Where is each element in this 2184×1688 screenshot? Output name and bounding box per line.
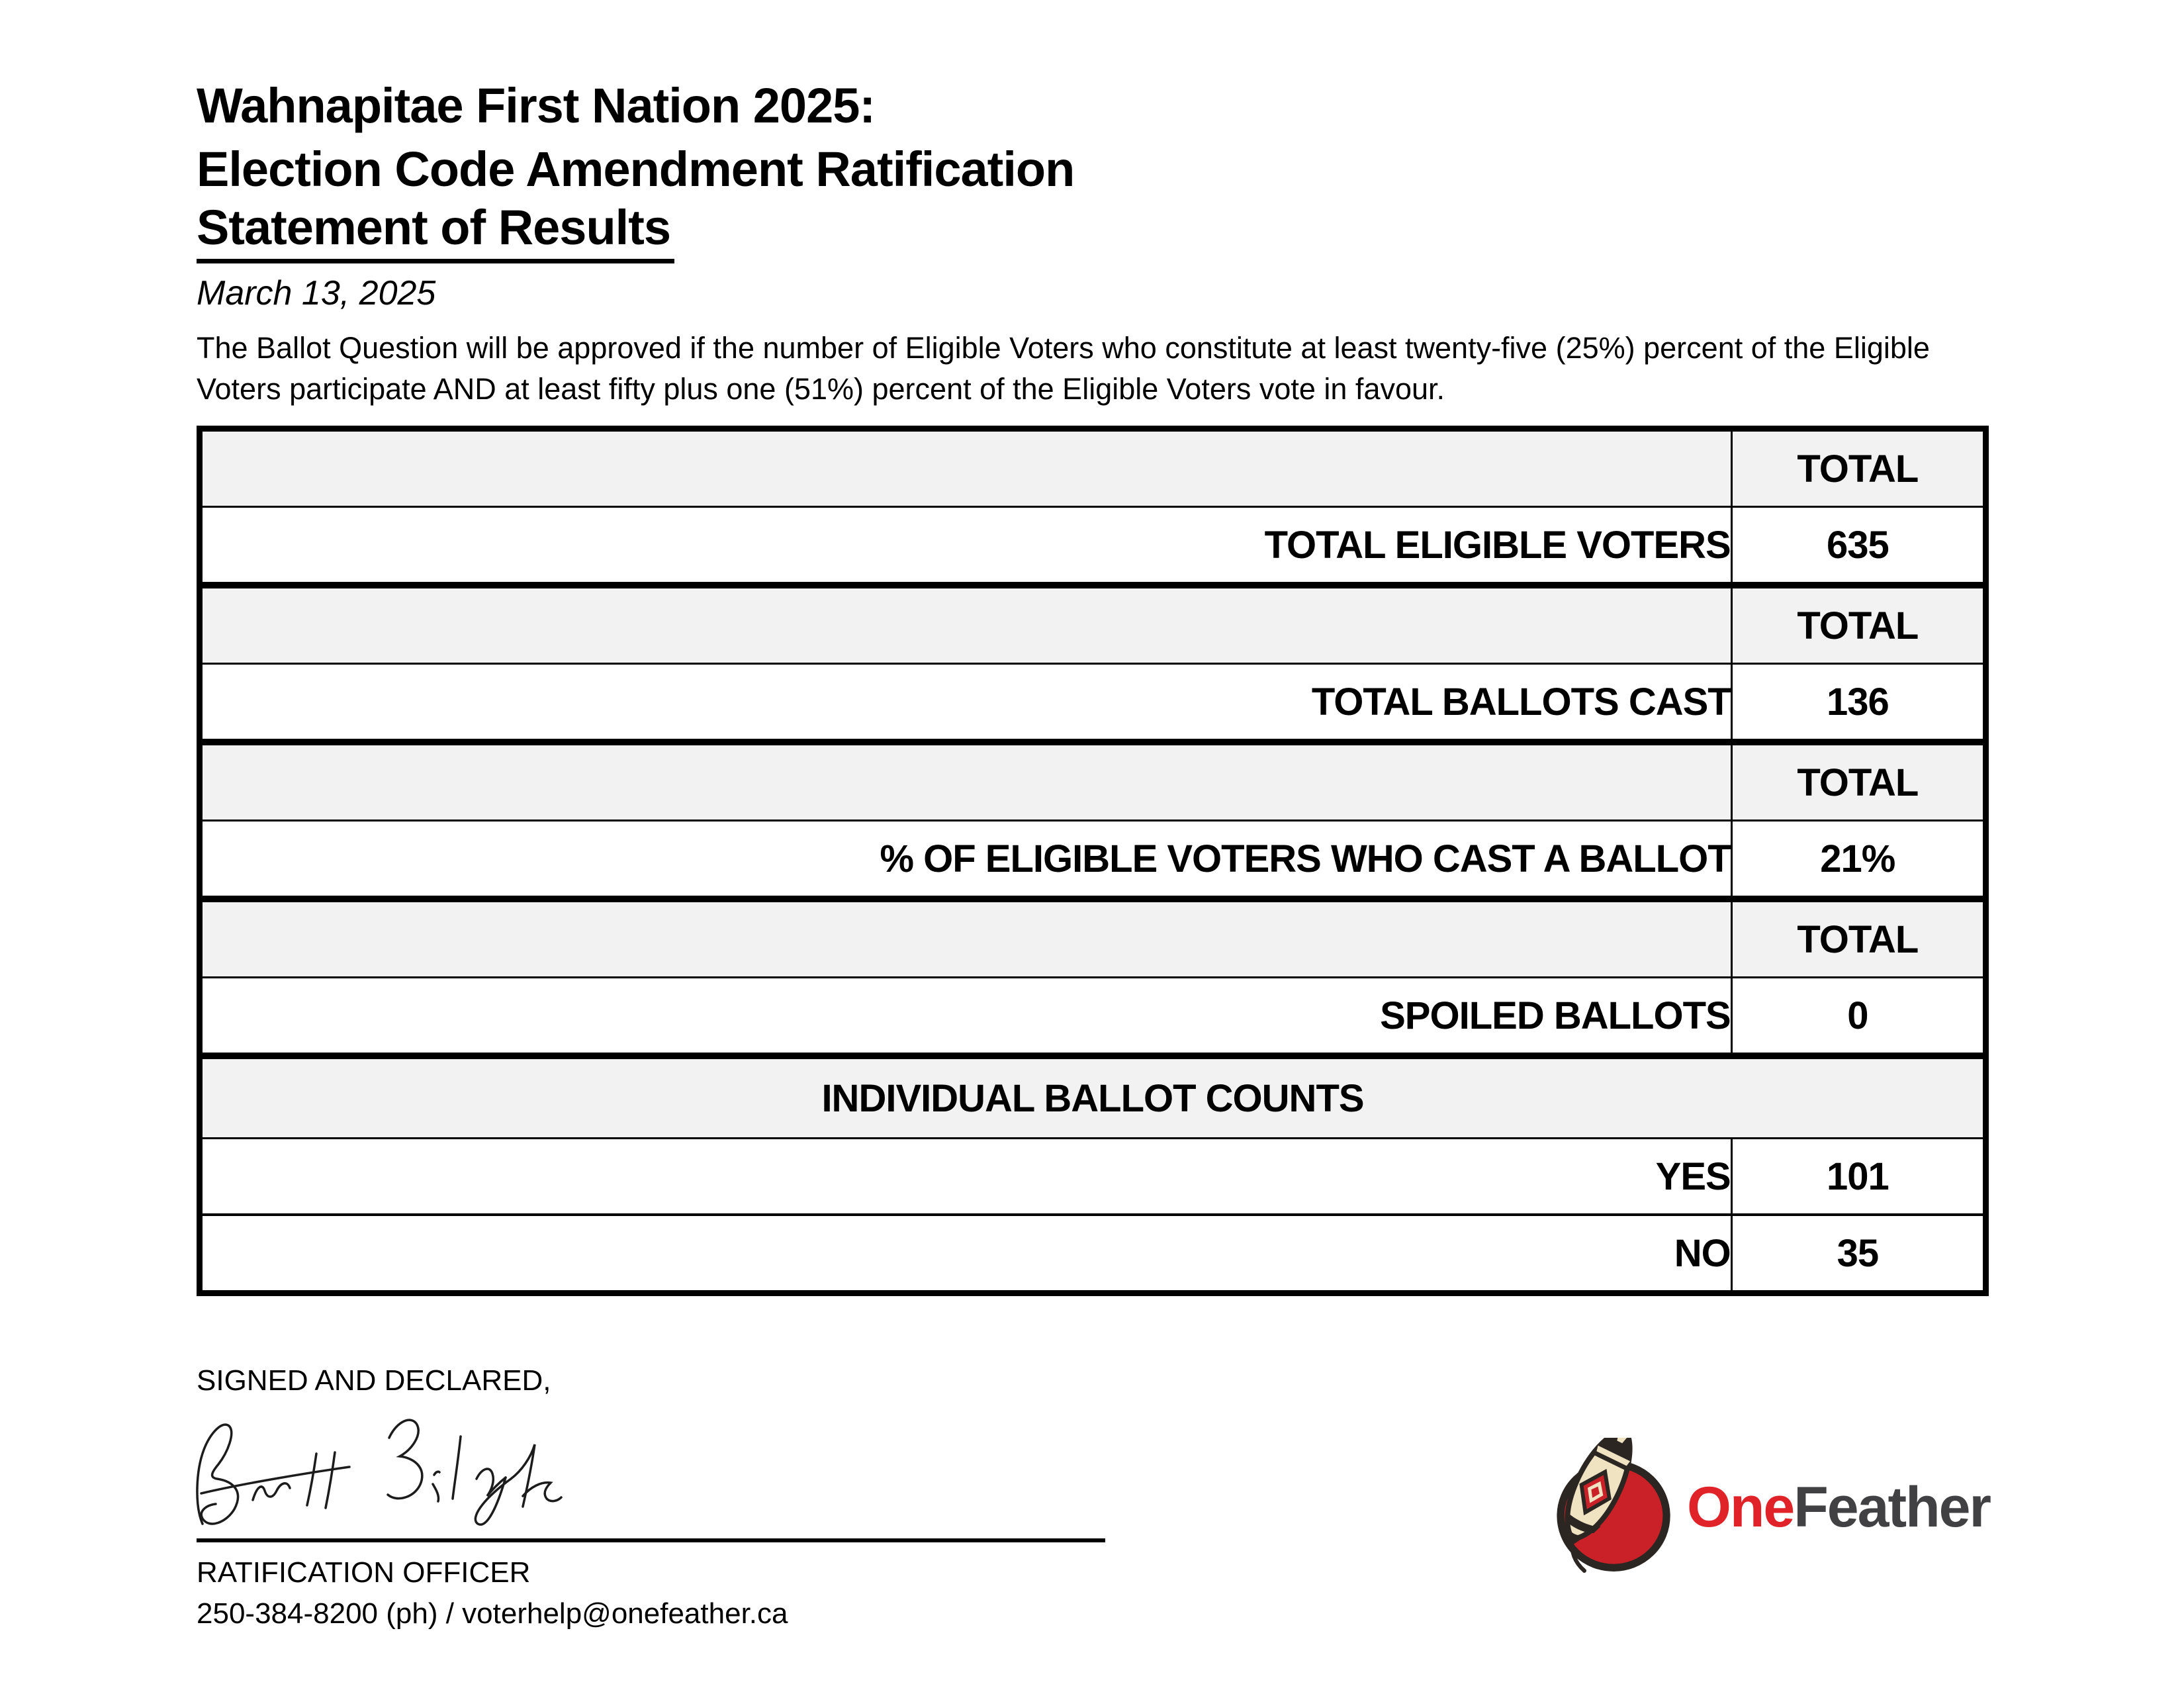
individual-ballot-counts-label: INDIVIDUAL BALLOT COUNTS [200, 1056, 1986, 1139]
subtitle-statement-of-results: Statement of Results [197, 200, 674, 263]
signed-and-declared-label: SIGNED AND DECLARED, [197, 1364, 551, 1397]
wordmark-feather: Feather [1794, 1476, 1990, 1539]
row-value-no: 35 [1731, 1215, 1985, 1293]
total-column-header: TOTAL [1731, 585, 1985, 664]
row-value-percent-cast: 21% [1731, 821, 1985, 900]
results-table-container [197, 426, 1989, 1296]
onefeather-logo [1539, 1438, 1990, 1577]
contact-info: 250-384-8200 (ph) / voterhelp@onefeather.ca [197, 1597, 788, 1630]
row-value-eligible-voters: 635 [1731, 507, 1985, 586]
signature-line [197, 1538, 1105, 1542]
total-column-header: TOTAL [1731, 742, 1985, 821]
table-header-row [200, 899, 1986, 978]
individual-ballot-counts-header [200, 1056, 1986, 1139]
empty-header-cell [200, 429, 1732, 507]
empty-header-cell [200, 899, 1732, 978]
row-value-yes: 101 [1731, 1139, 1985, 1215]
table-row [200, 821, 1986, 900]
ratification-officer-label: RATIFICATION OFFICER [197, 1556, 531, 1589]
row-label-no: NO [200, 1215, 1732, 1293]
empty-header-cell [200, 585, 1732, 664]
wordmark-one: One [1687, 1476, 1794, 1539]
row-label-percent-cast: % OF ELIGIBLE VOTERS WHO CAST A BALLOT [200, 821, 1732, 900]
table-row-yes [200, 1139, 1986, 1215]
onefeather-wordmark [1687, 1476, 1990, 1539]
table-header-row [200, 742, 1986, 821]
document-date: March 13, 2025 [197, 274, 436, 312]
table-row [200, 507, 1986, 586]
signature-handwriting [193, 1406, 564, 1538]
table-row [200, 664, 1986, 743]
row-value-spoiled-ballots: 0 [1731, 978, 1985, 1056]
row-label-spoiled-ballots: SPOILED BALLOTS [200, 978, 1732, 1056]
title-line-2: Election Code Amendment Ratification [197, 142, 1075, 197]
ballot-question-intro [197, 328, 1930, 410]
results-table [197, 426, 1989, 1296]
total-column-header: TOTAL [1731, 429, 1985, 507]
intro-line-1: The Ballot Question will be approved if the number of Eligible Voters who constitute at least twenty-five (25%) percent of the Eligible [197, 331, 1930, 365]
row-label-eligible-voters: TOTAL ELIGIBLE VOTERS [200, 507, 1732, 586]
title-line-1: Wahnapitae First Nation 2025: [197, 78, 876, 133]
row-label-ballots-cast: TOTAL BALLOTS CAST [200, 664, 1732, 743]
row-label-yes: YES [200, 1139, 1732, 1215]
table-header-row [200, 429, 1986, 507]
onefeather-feather-icon [1539, 1438, 1671, 1577]
table-row [200, 978, 1986, 1056]
empty-header-cell [200, 742, 1732, 821]
total-column-header: TOTAL [1731, 899, 1985, 978]
row-value-ballots-cast: 136 [1731, 664, 1985, 743]
document-title [197, 74, 1074, 201]
table-header-row [200, 585, 1986, 664]
intro-line-2: Voters participate AND at least fifty plus one (51%) percent of the Eligible Voters vote in favour. [197, 372, 1445, 406]
table-row-no [200, 1215, 1986, 1293]
